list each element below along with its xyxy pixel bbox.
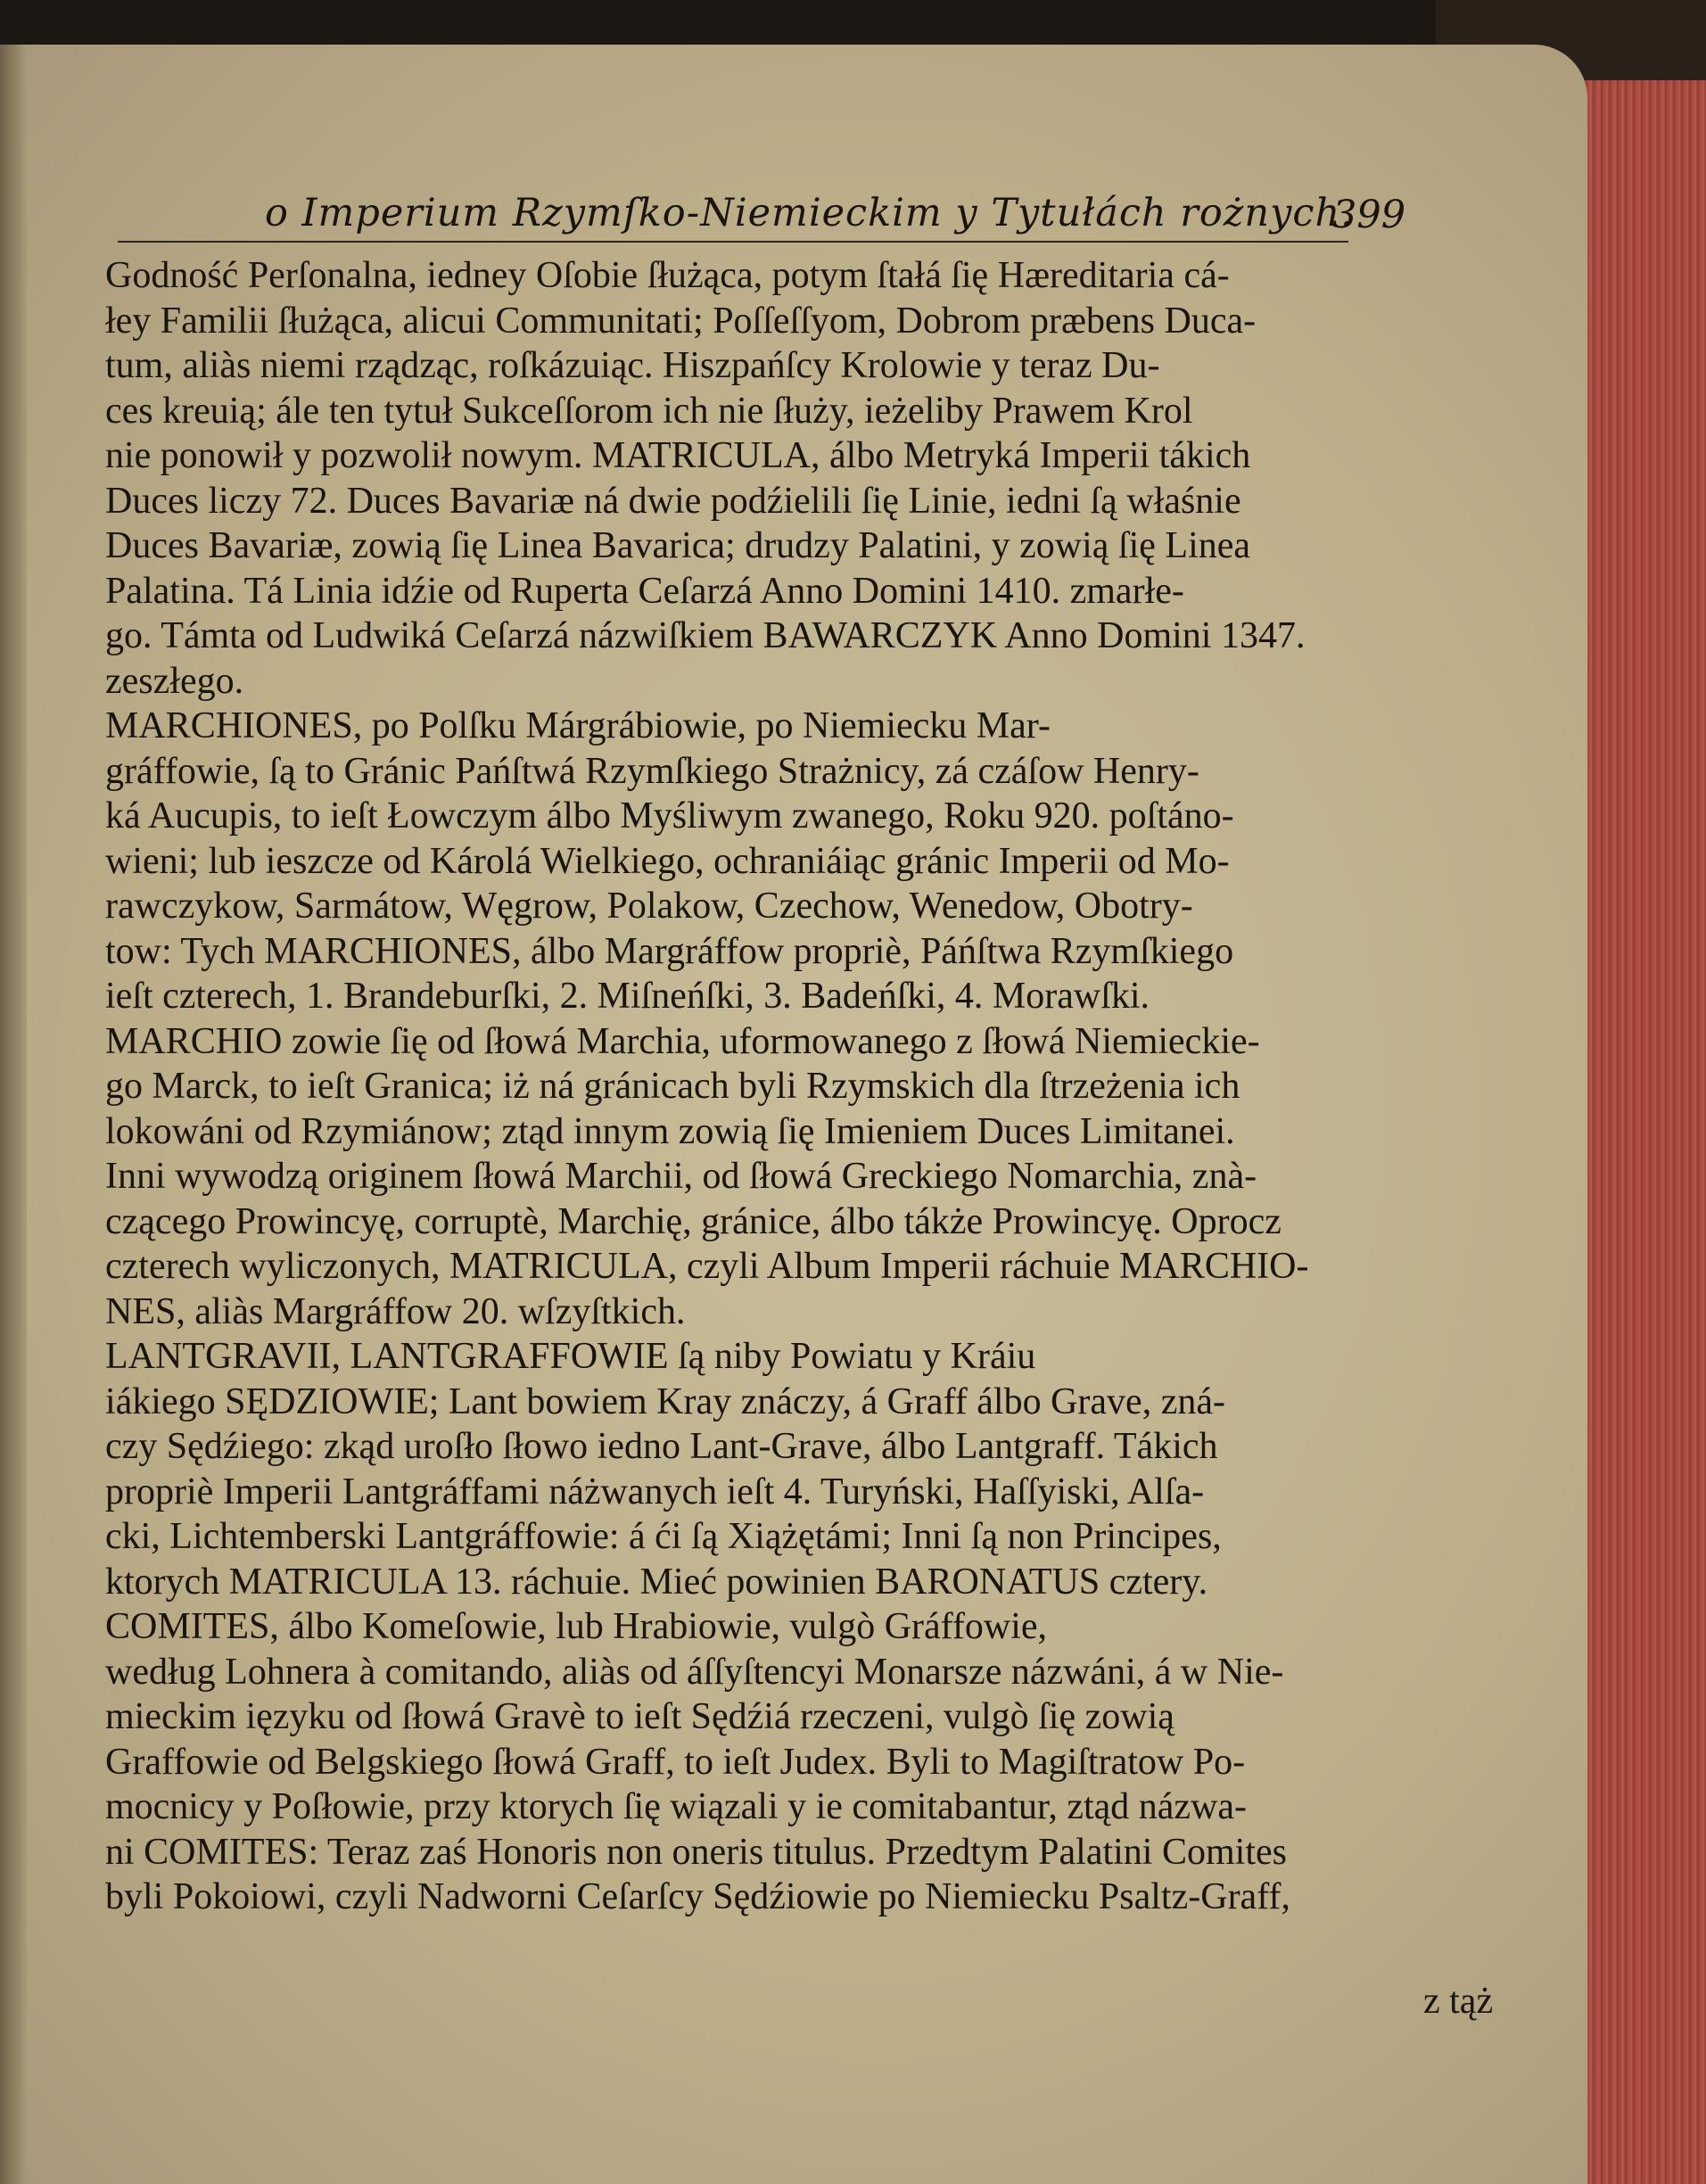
- text-line: go. Támta od Ludwiká Ceſarzá názwiſkiem BAWARCZYK Anno Domini 1347.: [105, 615, 1306, 656]
- page-header: [109, 185, 1571, 248]
- text-line: według Lohnera à comitando, aliàs od áſſyſtencyi Monarsze názwáni, á w Nie-: [105, 1651, 1284, 1693]
- catchword: z tąż: [1423, 1981, 1494, 2022]
- text-line: ká Aucupis, to ieſt Łowczym álbo Myśliwym zwanego, Roku 920. poſtáno-: [105, 795, 1234, 837]
- text-line: Inni wywodzą originem ſłowá Marchii, od ſłowá Greckiego Nomarchia, znà-: [105, 1156, 1257, 1197]
- text-line: propriè Imperii Lantgráffami náżwanych ieſt 4. Turyński, Haſſyiski, Alſa-: [105, 1471, 1205, 1512]
- text-line: cki, Lichtemberski Lantgráffowie: á ći ſą Xiążętámi; Inni ſą non Principes,: [105, 1516, 1222, 1557]
- text-line: zeszłego.: [105, 660, 244, 702]
- text-line: ces kreuią; ále ten tytuł Sukceſſorom ich nie ſłuży, ieżeliby Prawem Krol: [105, 390, 1193, 432]
- text-line: czącego Prowincyę, corruptè, Marchię, gránice, álbo tákże Prowincyę. Oprocz: [105, 1200, 1282, 1242]
- text-line: gráffowie, ſą to Gránic Pańſtwá Rzymſkiego Strażnicy, zá czáſow Henry-: [105, 750, 1199, 792]
- text-line: nie ponowił y pozwolił nowym. MATRICULA, álbo Metryká Imperii tákich: [105, 435, 1251, 476]
- text-line: MARCHIO zowie ſię od ſłowá Marchia, uformowanego z ſłowá Niemieckie-: [105, 1020, 1260, 1062]
- text-line: łey Familii ſłużąca, alicui Communitati; Poſſeſſyom, Dobrom præbens Duca-: [105, 300, 1257, 342]
- text-line: COMITES, álbo Komeſowie, lub Hrabiowie, vulgò Gráffowie,: [105, 1606, 1048, 1647]
- text-line: lokowáni od Rzymiánow; ztąd innym zowią ſię Imieniem Duces Limitanei.: [105, 1110, 1235, 1152]
- running-title: o Imperium Rzymſko-Niemieckim y Tytułách rożnych.: [265, 191, 1354, 235]
- text-line: go Marck, to ieſt Granica; iż ná gránicach byli Rzymskich dla ſtrzeżenia ich: [105, 1066, 1240, 1107]
- text-line: tow: Tych MARCHIONES, álbo Margráffow propriè, Páńſtwa Rzymſkiego: [105, 930, 1234, 972]
- text-line: byli Pokoiowi, czyli Nadworni Ceſarſcy Sędźiowie po Niemiecku Psaltz-Graff,: [105, 1876, 1290, 1917]
- text-line: Graffowie od Belgskiego ſłowá Graff, to ieſt Judex. Byli to Magiſtratow Po-: [105, 1741, 1246, 1783]
- text-line: Palatina. Tá Linia idźie od Ruperta Ceſarzá Anno Domini 1410. zmarłe-: [105, 570, 1184, 612]
- text-line: mieckim ięzyku od ſłowá Gravè to ieſt Sędźiá rzeczeni, vulgò ſię zowią: [105, 1696, 1174, 1737]
- text-line: mocnicy y Poſłowie, przy ktorych ſię wiązali y ie comitabantur, ztąd názwa-: [105, 1786, 1248, 1827]
- text-line: wieni; lub ieszcze od Károlá Wielkiego, ochraniáiąc gránic Imperii od Mo-: [105, 840, 1230, 882]
- text-line: czterech wyliczonych, MATRICULA, czyli Album Imperii ráchuie MARCHIO-: [105, 1246, 1309, 1287]
- text-line: rawczykow, Sarmátow, Węgrow, Polakow, Czechow, Wenedow, Obotry-: [105, 886, 1193, 927]
- text-line: czy Sędźiego: zkąd uroſło ſłowo iedno Lant-Grave, álbo Lantgraff. Tákich: [105, 1426, 1218, 1467]
- text-line: iákiego SĘDZIOWIE; Lant bowiem Kray znáczy, á Graff álbo Grave, zná-: [105, 1380, 1225, 1422]
- text-line: ieſt czterech, 1. Brandeburſki, 2. Miſneńſki, 3. Badeńſki, 4. Morawſki.: [105, 976, 1150, 1017]
- text-line: Godność Perſonalna, iedney Oſobie ſłużąca, potym ſtałá ſię Hæreditaria cá-: [105, 255, 1230, 296]
- text-line: Duces Bavariæ, zowią ſię Linea Bavarica; drudzy Palatini, y zowią ſię Linea: [105, 525, 1251, 566]
- text-line: ktorych MATRICULA 13. ráchuie. Mieć powinien BARONATUS cztery.: [105, 1561, 1208, 1603]
- text-line: tum, aliàs niemi rządząc, roſkázuiąc. Hiszpańſcy Krolowie y teraz Du-: [105, 345, 1160, 386]
- text-line: MARCHIONES, po Polſku Márgrábiowie, po Niemiecku Mar-: [105, 705, 1051, 746]
- page-gutter: [0, 45, 27, 2184]
- text-line: LANTGRAVII, LANTGRAFFOWIE ſą niby Powiatu y Kráiu: [105, 1336, 1036, 1377]
- page-number: 399: [1332, 193, 1406, 237]
- text-line: ni COMITES: Teraz zaś Honoris non oneris titulus. Przedtym Palatini Comites: [105, 1831, 1287, 1873]
- header-rule: [118, 241, 1348, 243]
- text-line: Duces liczy 72. Duces Bavariæ ná dwie podźielili ſię Linie, iedni ſą właśnie: [105, 480, 1241, 522]
- text-line: NES, aliàs Margráffow 20. wſzyſtkich.: [105, 1290, 686, 1332]
